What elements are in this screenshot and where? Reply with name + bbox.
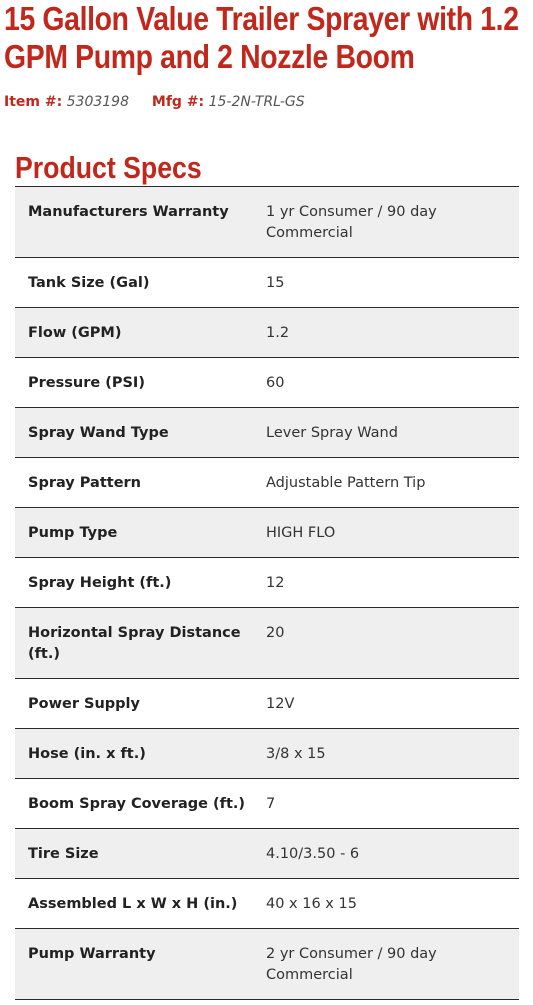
product-title: 15 Gallon Value Trailer Sprayer with 1.2 GPM Pump and 2 Nozzle Boom: [4, 0, 519, 75]
spec-label: Pressure (PSI): [28, 375, 145, 391]
spec-value: 1.2: [266, 325, 290, 341]
spec-value: 12V: [266, 696, 295, 712]
spec-value: 7: [266, 796, 276, 812]
product-specs-heading: Product Specs: [15, 150, 202, 185]
spec-row: [15, 929, 519, 1000]
spec-row: [15, 558, 519, 608]
spec-label: Pump Type: [28, 525, 118, 541]
spec-row: [15, 608, 519, 679]
spec-row: [15, 779, 519, 829]
spec-row: [15, 408, 519, 458]
spec-label: Horizontal Spray Distance (ft.): [28, 625, 241, 662]
spec-label: Spray Height (ft.): [28, 575, 172, 591]
mfg-number-label: Mfg #:: [151, 94, 205, 110]
spec-value: Lever Spray Wand: [266, 425, 398, 441]
spec-label: Assembled L x W x H (in.): [28, 896, 238, 912]
product-specs-table: [15, 186, 519, 1000]
spec-label: Boom Spray Coverage (ft.): [28, 796, 246, 812]
spec-label: Flow (GPM): [28, 325, 122, 341]
spec-value: 15: [266, 275, 285, 291]
spec-label: Pump Warranty: [28, 946, 156, 962]
spec-row: [15, 187, 519, 258]
spec-row: [15, 508, 519, 558]
spec-value: Adjustable Pattern Tip: [266, 475, 426, 491]
spec-row: [15, 829, 519, 879]
spec-label: Power Supply: [28, 696, 140, 712]
spec-row: [15, 729, 519, 779]
spec-label: Tire Size: [28, 846, 99, 862]
spec-value: HIGH FLO: [266, 525, 336, 541]
spec-value: 4.10/3.50 - 6: [266, 846, 360, 862]
spec-row: [15, 679, 519, 729]
spec-value: 20: [266, 625, 285, 641]
spec-row: [15, 358, 519, 408]
spec-value: 1 yr Consumer / 90 day Commercial: [266, 204, 437, 241]
spec-label: Spray Pattern: [28, 475, 142, 491]
spec-value: 60: [266, 375, 285, 391]
item-number-value: 5303198: [66, 94, 129, 110]
product-meta: [4, 92, 305, 112]
spec-row: [15, 458, 519, 508]
spec-value: 40 x 16 x 15: [266, 896, 357, 912]
mfg-number-value: 15-2N-TRL-GS: [208, 94, 305, 110]
spec-label: Hose (in. x ft.): [28, 746, 146, 762]
spec-label: Tank Size (Gal): [28, 275, 150, 291]
spec-row: [15, 879, 519, 929]
spec-row: [15, 308, 519, 358]
item-number-label: Item #:: [4, 94, 63, 110]
spec-label: Manufacturers Warranty: [28, 204, 229, 220]
spec-label: Spray Wand Type: [28, 425, 169, 441]
spec-value: 2 yr Consumer / 90 day Commercial: [266, 946, 437, 983]
spec-value: 3/8 x 15: [266, 746, 326, 762]
spec-value: 12: [266, 575, 285, 591]
spec-row: [15, 258, 519, 308]
